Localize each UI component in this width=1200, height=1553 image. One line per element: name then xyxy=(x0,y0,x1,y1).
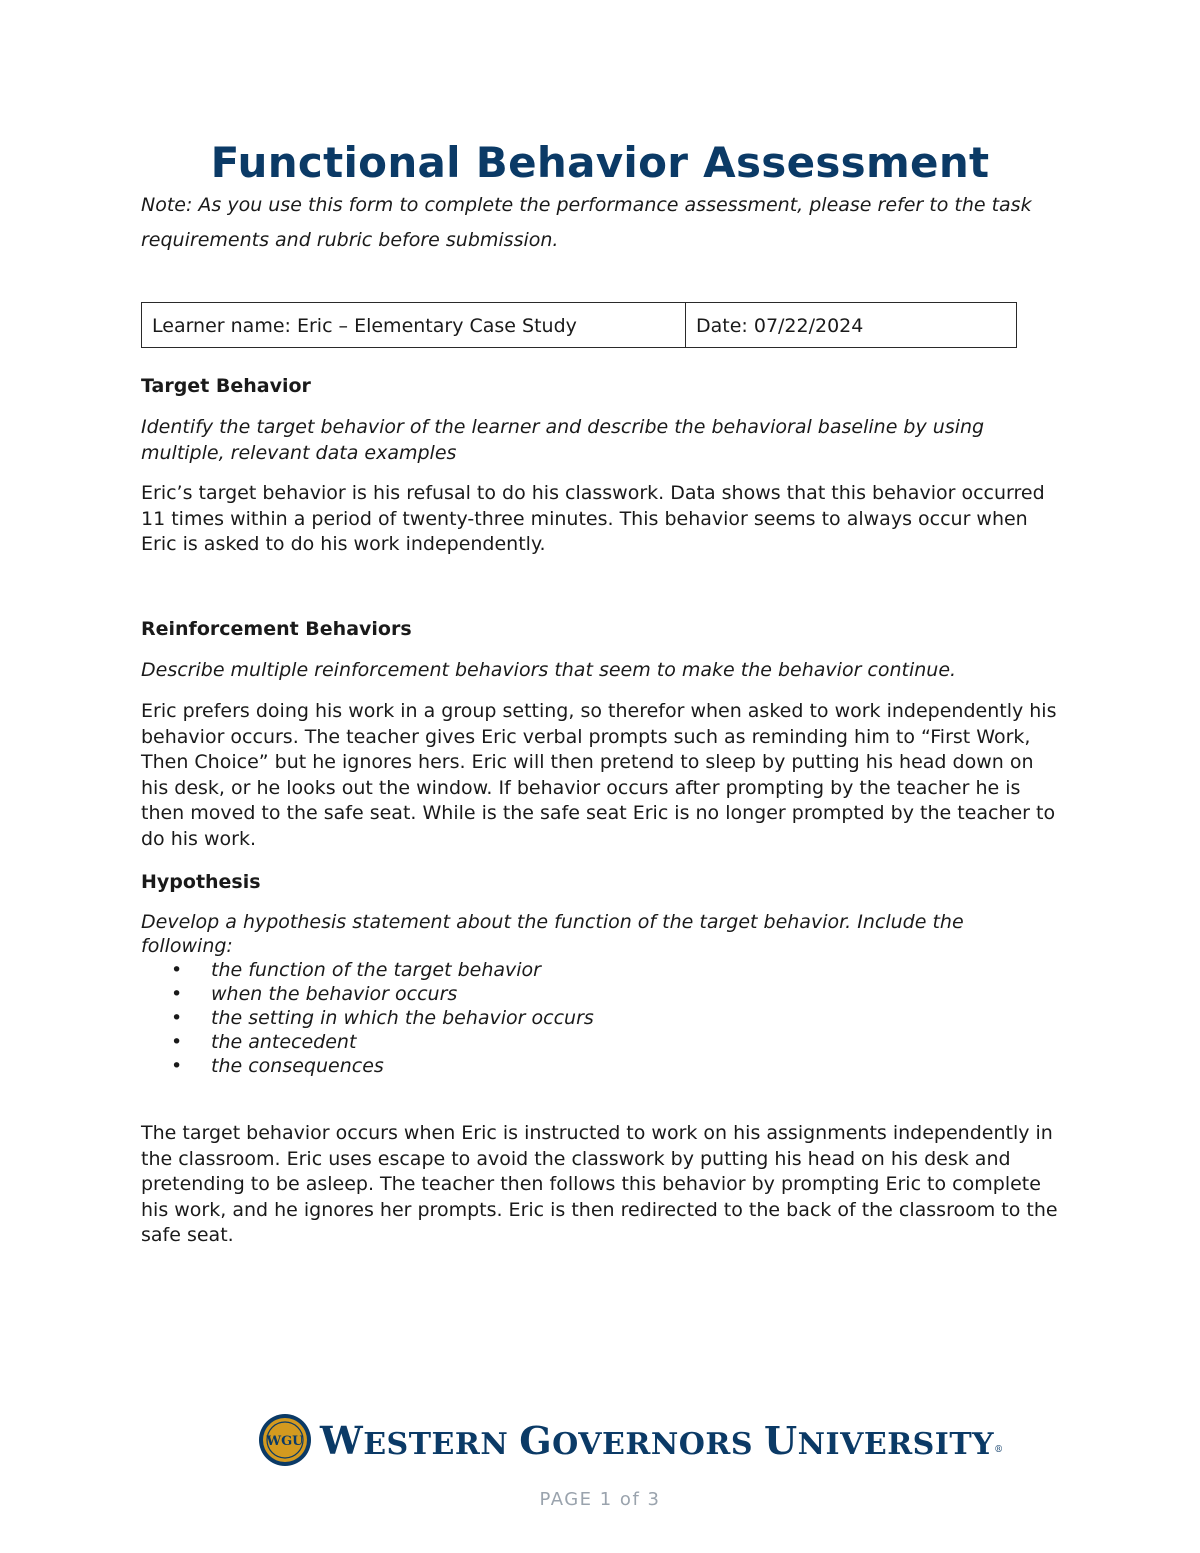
hypothesis-heading: Hypothesis xyxy=(141,871,261,893)
university-seal-icon xyxy=(258,1413,312,1467)
target-behavior-heading: Target Behavior xyxy=(141,375,311,397)
university-wordmark: WESTERN GOVERNORS UNIVERSITY® xyxy=(320,1417,1004,1463)
reinforcement-response: Eric prefers doing his work in a group setting, so therefor when asked to work independently his behavior occurs. The teacher gives Eric verbal prompts such as reminding him to “First Work, Then Choice” but he ignores hers. Eric will then pretend to sleep by putting his head down on his desk, or he looks out the window. If behavior occurs after prompting by the teacher he is then moved to the safe seat. While is the safe seat Eric is no longer prompted by the teacher to do his work. xyxy=(141,700,1057,850)
bullet-icon: • xyxy=(171,1031,183,1053)
reinforcement-heading: Reinforcement Behaviors xyxy=(141,618,412,640)
reinforcement-section xyxy=(141,616,1061,852)
reinforcement-prompt: Describe multiple reinforcement behaviors that seem to make the behavior continue. xyxy=(141,659,957,681)
wgu-logo xyxy=(258,1412,1004,1468)
target-behavior-section xyxy=(141,373,1061,558)
list-item: • the consequences xyxy=(171,1055,384,1077)
bullet-icon: • xyxy=(171,1055,183,1077)
hypothesis-prompt: Develop a hypothesis statement about the function of the target behavior. Include the following: xyxy=(141,911,964,957)
list-item: • the setting in which the behavior occurs xyxy=(171,1007,594,1029)
bullet-icon: • xyxy=(171,1007,183,1029)
svg-text:WGU: WGU xyxy=(266,1434,304,1449)
document-title: Functional Behavior Assessment xyxy=(210,138,990,187)
list-item: • the antecedent xyxy=(171,1031,357,1053)
list-item: • when the behavior occurs xyxy=(171,983,458,1005)
hypothesis-section xyxy=(141,869,1061,1249)
hypothesis-response: The target behavior occurs when Eric is instructed to work on his assignments independently in the classroom. Eric uses escape to avoid the classwork by putting his head on his desk and pretending to be asleep. The teacher then follows this behavior by prompting Eric to complete his work, and he ignores her prompts. Eric is then redirected to the back of the classroom to the safe seat. xyxy=(141,1122,1058,1246)
bullet-icon: • xyxy=(171,959,183,981)
date-cell: Date: 07/22/2024 xyxy=(696,315,864,337)
page-number: PAGE 1 of 3 xyxy=(539,1489,661,1510)
list-item: • the function of the target behavior xyxy=(171,959,541,981)
instruction-note: Note: As you use this form to complete the performance assessment, please refer to the task requirements and rubric before submission. xyxy=(141,194,1032,251)
bullet-icon: • xyxy=(171,983,183,1005)
learner-name-cell: Learner name: Eric – Elementary Case Study xyxy=(142,303,686,347)
hypothesis-bullet-list xyxy=(141,958,1061,1078)
target-behavior-prompt: Identify the target behavior of the learner and describe the behavioral baseline by using multiple, relevant data examples xyxy=(141,416,985,464)
target-behavior-response: Eric’s target behavior is his refusal to do his classwork. Data shows that this behavior occurred 11 times within a period of twenty-three minutes. This behavior seems to always occur when Eric is asked to do his work independently. xyxy=(141,482,1045,555)
learner-info-table xyxy=(141,302,1017,348)
